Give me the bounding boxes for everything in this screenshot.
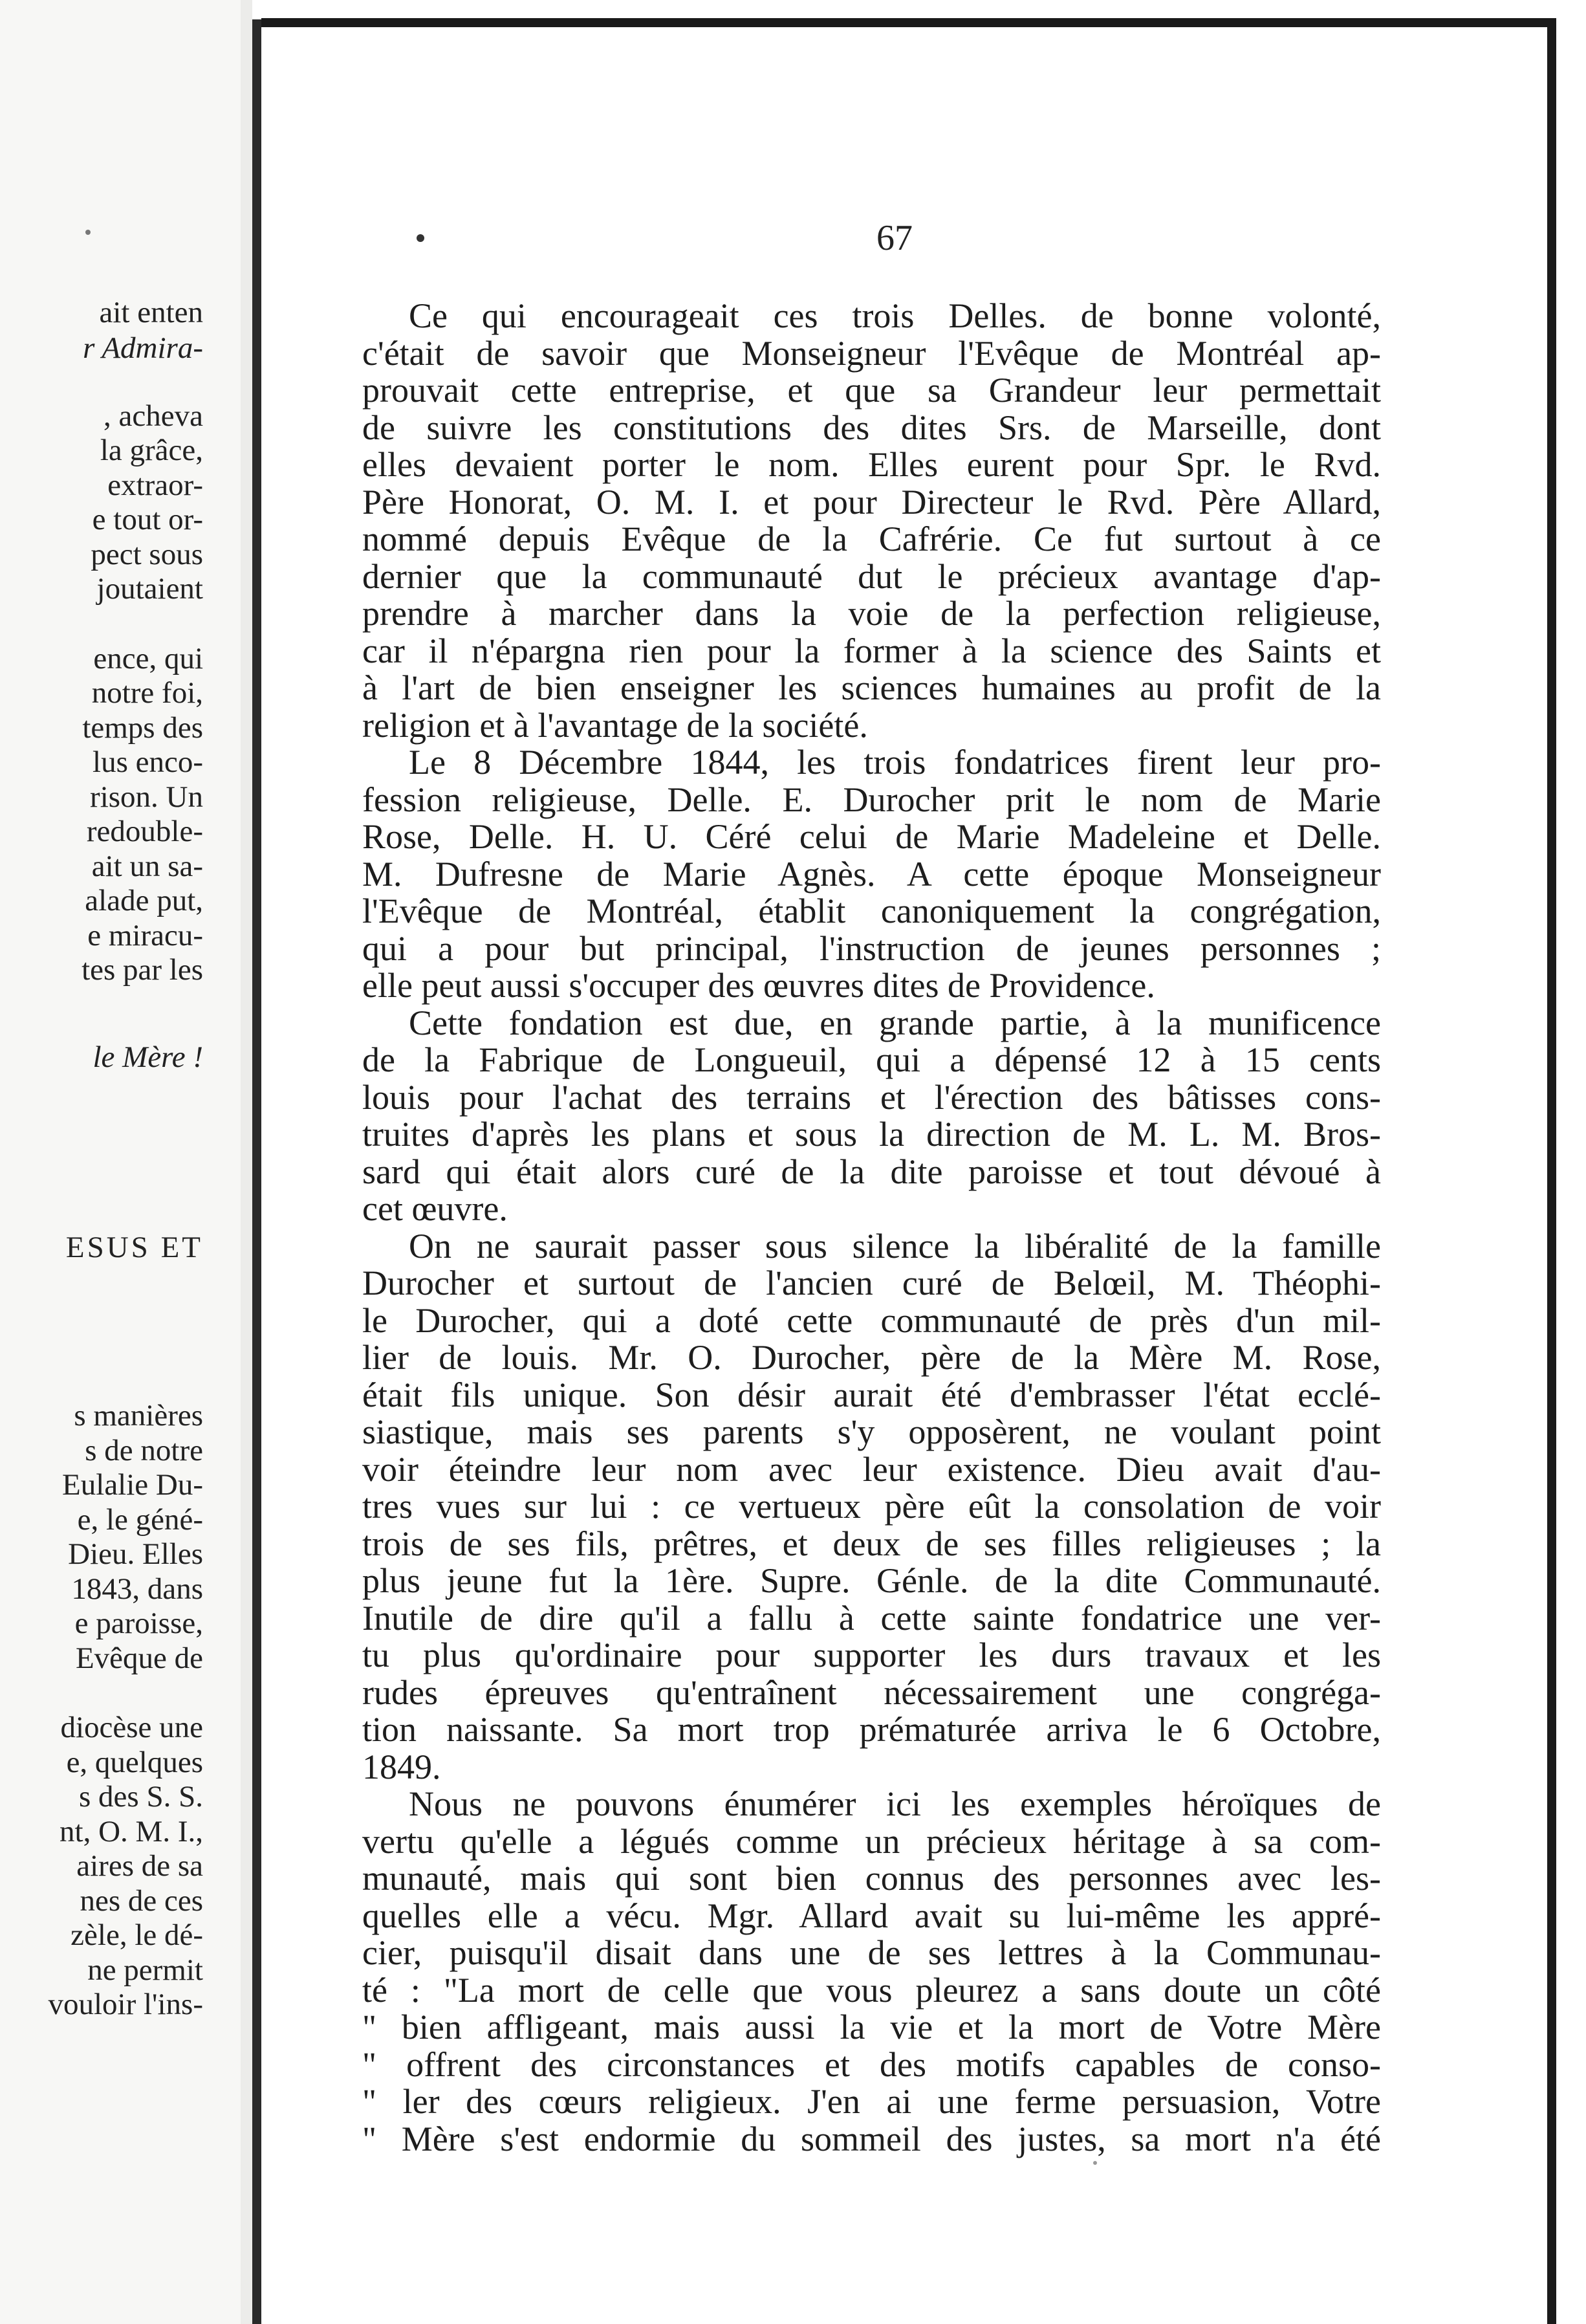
text-line: Durocher et surtout de l'ancien curé de Belœil, M. Théophi-	[362, 1264, 1381, 1302]
text-line: Père Honorat, O. M. I. et pour Directeur le Rvd. Père Allard,	[362, 482, 1381, 521]
text-line: " bien affligeant, mais aussi la vie et la mort de Votre Mère	[362, 2008, 1381, 2046]
text-line: louis pour l'achat des terrains et l'érection des bâtisses cons-	[362, 1077, 1381, 1117]
text-line: de la Fabrique de Longueuil, qui a dépensé 12 à 15 cents	[362, 1040, 1381, 1079]
facing-page-line: s manières	[74, 1399, 203, 1432]
facing-page-line: diocèse une	[60, 1711, 203, 1744]
text-line: prouvait cette entreprise, et que sa Grandeur leur permettait	[362, 371, 1381, 410]
text-line: c'était de savoir que Monseigneur l'Evêque de Montréal ap-	[362, 333, 1381, 373]
page-top-edge	[261, 18, 1555, 27]
facing-page-line: extraor-	[107, 468, 203, 502]
text-line: tu plus qu'ordinaire pour supporter les durs travaux et les	[362, 1636, 1381, 1674]
facing-page-line: Dieu. Elles	[68, 1537, 203, 1571]
facing-page-line: temps des	[82, 711, 203, 745]
text-line: l'Evêque de Montréal, établit canoniquement la congrégation,	[362, 892, 1381, 930]
text-line: tion naissante. Sa mort trop prématurée arriva le 6 Octobre,	[362, 1710, 1381, 1749]
facing-page-line: Eulalie Du-	[62, 1468, 203, 1502]
facing-page-line: e miracu-	[87, 919, 203, 952]
facing-page-line: rison. Un	[90, 780, 203, 814]
text-line: dernier que la communauté dut le précieux avantage d'ap-	[362, 556, 1381, 596]
facing-page-line: e, le géné-	[77, 1503, 203, 1537]
ink-speck	[1093, 2161, 1097, 2165]
page-gutter	[252, 19, 261, 2324]
facing-page-line: s de notre	[85, 1434, 203, 1467]
facing-page-line: pect sous	[91, 538, 203, 571]
facing-page-line: tes par les	[81, 953, 203, 987]
text-line: Cette fondation est due, en grande partie, à la munificence	[409, 1003, 1381, 1042]
text-line: " Mère s'est endormie du sommeil des justes, sa mort n'a été	[362, 2119, 1381, 2158]
facing-page-line: joutaient	[96, 572, 203, 606]
facing-page-line: zèle, le dé-	[71, 1918, 203, 1952]
facing-page-line: le Mère !	[92, 1040, 203, 1074]
text-line: Inutile de dire qu'il a fallu à cette sainte fondatrice une ver-	[362, 1598, 1381, 1638]
text-line: quelles elle a vécu. Mgr. Allard avait su lui-même les appré-	[362, 1896, 1381, 1935]
text-line: Ce qui encourageait ces trois Delles. de bonne volonté,	[409, 296, 1381, 335]
text-line: tres vues sur lui : ce vertueux père eût la consolation de voir	[362, 1487, 1381, 1526]
text-line: prendre à marcher dans la voie de la perfection religieuse,	[362, 594, 1381, 633]
facing-page-line: 1843, dans	[71, 1572, 203, 1606]
body-text	[362, 298, 1381, 2158]
facing-page-line: lus enco-	[92, 745, 203, 779]
text-line: On ne saurait passer sous silence la libéralité de la famille	[409, 1226, 1381, 1266]
facing-page-line: e paroisse,	[74, 1606, 203, 1640]
facing-page-line: redouble-	[86, 815, 203, 848]
text-line: de suivre les constitutions des dites Srs. de Marseille, dont	[362, 408, 1381, 447]
text-line: munauté, mais qui sont bien connus des personnes avec les-	[362, 1859, 1381, 1898]
text-line: elle peut aussi s'occuper des œuvres dites de Providence.	[362, 966, 1155, 1005]
text-line: " ler des cœurs religieux. J'en ai une ferme persuasion, Votre	[362, 2082, 1381, 2121]
text-line: truites d'après les plans et sous la direction de M. L. M. Bros-	[362, 1115, 1381, 1154]
facing-page-line: aires de sa	[76, 1849, 203, 1883]
text-line: à l'art de bien enseigner les sciences humaines au profit de la	[362, 668, 1381, 707]
text-line: lier de louis. Mr. O. Durocher, père de la Mère M. Rose,	[362, 1338, 1381, 1377]
text-line: plus jeune fut la 1ère. Supre. Génle. de la dite Communauté.	[362, 1561, 1381, 1600]
facing-page-line: ence, qui	[93, 642, 203, 675]
facing-page-line: e tout or-	[92, 503, 203, 536]
facing-page-line: Evêque de	[75, 1641, 203, 1675]
facing-page-line: s des S. S.	[79, 1780, 203, 1814]
text-line: religion et à l'avantage de la société.	[362, 705, 868, 745]
text-line: vertu qu'elle a légués comme un précieux héritage à sa com-	[362, 1821, 1381, 1861]
text-line: nommé depuis Evêque de la Cafrérie. Ce fut surtout à ce	[362, 520, 1381, 558]
facing-page-line: vouloir l'ins-	[48, 1988, 203, 2021]
text-line: " offrent des circonstances et des motifs capables de conso-	[362, 2044, 1381, 2084]
facing-page-line: ait un sa-	[91, 850, 203, 883]
text-line: M. Dufresne de Marie Agnès. A cette époque Monseigneur	[362, 854, 1381, 893]
facing-page-line: e, quelques	[66, 1746, 203, 1779]
gutter-shadow	[241, 0, 252, 2324]
page-right-edge	[1547, 18, 1556, 2324]
facing-page-line: nes de ces	[80, 1884, 203, 1918]
facing-page-line: , acheva	[103, 399, 203, 433]
facing-page-line: ESUS ET	[65, 1231, 203, 1264]
facing-page-line: alade put,	[85, 884, 203, 917]
text-line: cier, puisqu'il disait dans une de ses lettres à la Communau-	[362, 1933, 1381, 1972]
text-line: Nous ne pouvons énumérer ici les exemples héroïques de	[409, 1784, 1381, 1823]
facing-page-fragment	[0, 0, 241, 2324]
text-line: car il n'épargna rien pour la former à la science des Saints et	[362, 631, 1381, 670]
text-line: Le 8 Décembre 1844, les trois fondatrices firent leur pro-	[409, 743, 1381, 782]
text-line: siastique, mais ses parents s'y opposèrent, ne voulant point	[362, 1412, 1381, 1451]
facing-page-line: nt, O. M. I.,	[60, 1815, 203, 1848]
text-line: Rose, Delle. H. U. Céré celui de Marie Madeleine et Delle.	[362, 817, 1381, 856]
facing-page-line: ne permit	[87, 1953, 203, 1987]
text-line: était fils unique. Son désir aurait été d'embrasser l'état ecclé-	[362, 1375, 1381, 1414]
text-line: trois de ses fils, prêtres, et deux de ses filles religieuses ; la	[362, 1524, 1381, 1563]
page-number: 67	[876, 218, 913, 258]
ink-bullet	[417, 234, 424, 242]
text-line: elles devaient porter le nom. Elles eurent pour Spr. le Rvd.	[362, 445, 1381, 484]
text-line: 1849.	[362, 1747, 441, 1786]
text-line: sard qui était alors curé de la dite paroisse et tout dévoué à	[362, 1152, 1381, 1191]
facing-page-line: notre foi,	[91, 676, 203, 710]
text-line: fession religieuse, Delle. E. Durocher prit le nom de Marie	[362, 780, 1381, 819]
text-line: le Durocher, qui a doté cette communauté de près d'un mil-	[362, 1300, 1381, 1340]
text-line: cet œuvre.	[362, 1189, 508, 1228]
text-line: voir éteindre leur nom avec leur existence. Dieu avait d'au-	[362, 1449, 1381, 1489]
facing-page-line: ait enten	[99, 296, 203, 329]
ink-dot	[85, 230, 91, 235]
text-line: qui a pour but principal, l'instruction de jeunes personnes ;	[362, 928, 1381, 968]
text-line: rudes épreuves qu'entraînent nécessairement une congréga-	[362, 1672, 1381, 1712]
text-line: té : "La mort de celle que vous pleurez a sans doute un côté	[362, 1970, 1381, 2010]
facing-page-line: r Admira-	[83, 331, 203, 365]
facing-page-line: la grâce,	[100, 433, 203, 467]
